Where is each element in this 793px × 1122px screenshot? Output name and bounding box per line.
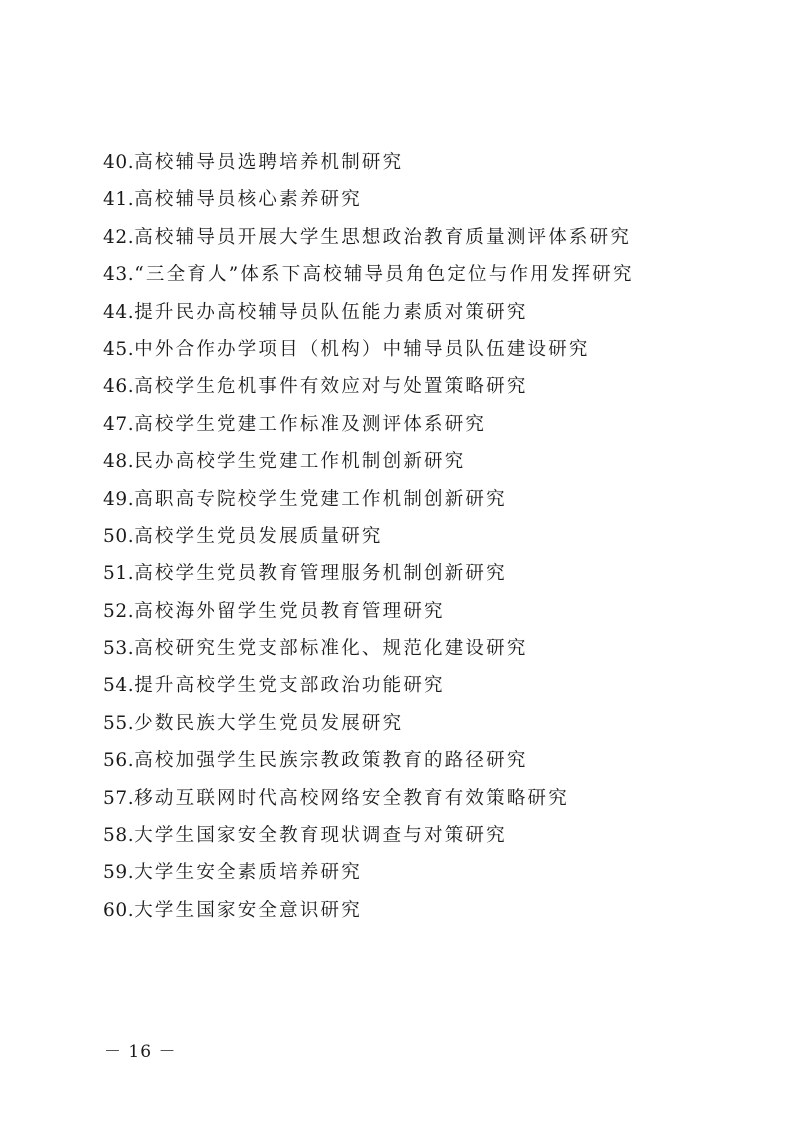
topic-number: 55. <box>103 712 135 734</box>
topic-number: 50. <box>103 525 135 547</box>
topic-title: 高校加强学生民族宗教政策教育的路径研究 <box>134 750 528 772</box>
topic-item <box>103 256 723 293</box>
topic-number: 58. <box>103 825 135 847</box>
topic-title: 少数民族大学生党员发展研究 <box>134 712 404 734</box>
topic-title: 移动互联网时代高校网络安全教育有效策略研究 <box>134 787 569 809</box>
topic-number: 54. <box>103 675 135 697</box>
topic-item <box>103 181 723 218</box>
topic-title: 高校学生党员教育管理服务机制创新研究 <box>134 563 507 585</box>
topic-number: 40. <box>103 152 135 173</box>
topic-item <box>103 518 723 555</box>
topic-title: 高职高专院校学生党建工作机制创新研究 <box>134 488 507 510</box>
topic-number: 57. <box>103 787 135 809</box>
topic-number: 56. <box>103 750 135 772</box>
topic-item <box>103 742 723 779</box>
topic-title: 提升民办高校辅导员队伍能力素质对策研究 <box>134 301 528 323</box>
topic-item <box>103 854 723 891</box>
topic-item <box>103 593 723 630</box>
topic-number: 49. <box>103 488 135 510</box>
topic-item <box>103 667 723 704</box>
topic-title: 大学生国家安全意识研究 <box>134 899 362 921</box>
topic-item <box>103 144 723 181</box>
topic-title: “三全育人”体系下高校辅导员角色定位与作用发挥研究 <box>134 264 634 286</box>
topic-item <box>103 406 723 443</box>
topic-item <box>103 294 723 331</box>
topic-number: 48. <box>103 451 135 473</box>
topic-number: 52. <box>103 600 135 622</box>
page-number: － 16 － <box>104 1042 177 1062</box>
topic-title: 大学生安全素质培养研究 <box>134 862 362 884</box>
topic-item <box>103 368 723 405</box>
topic-title: 高校辅导员开展大学生思想政治教育质量测评体系研究 <box>134 226 632 248</box>
topic-item <box>103 443 723 480</box>
topic-number: 43. <box>103 264 135 286</box>
topic-title: 提升高校学生党支部政治功能研究 <box>134 675 445 697</box>
topic-number: 59. <box>103 862 135 884</box>
topic-item <box>103 892 723 929</box>
topic-number: 53. <box>103 638 135 660</box>
topic-item <box>103 817 723 854</box>
topic-item <box>103 555 723 592</box>
topic-title: 高校学生党建工作标准及测评体系研究 <box>134 413 487 435</box>
topic-title: 高校辅导员核心素养研究 <box>134 189 362 211</box>
topic-number: 47. <box>103 413 135 435</box>
topic-item <box>103 705 723 742</box>
topic-number: 41. <box>103 189 135 211</box>
topic-number: 44. <box>103 301 135 323</box>
topic-title: 高校学生党员发展质量研究 <box>134 525 383 547</box>
topic-number: 42. <box>103 226 135 248</box>
topic-item <box>103 481 723 518</box>
topic-title: 高校研究生党支部标准化、规范化建设研究 <box>134 638 528 660</box>
topic-title: 高校学生危机事件有效应对与处置策略研究 <box>134 376 528 398</box>
topic-item <box>103 219 723 256</box>
topic-title: 民办高校学生党建工作机制创新研究 <box>134 451 466 473</box>
topic-item <box>103 630 723 667</box>
topic-number: 51. <box>103 563 135 585</box>
topic-item <box>103 331 723 368</box>
topic-title: 高校辅导员选聘培养机制研究 <box>134 152 404 173</box>
topic-title: 大学生国家安全教育现状调查与对策研究 <box>134 825 507 847</box>
topic-number: 60. <box>103 899 135 921</box>
topic-number: 45. <box>103 338 135 360</box>
topic-number: 46. <box>103 376 135 398</box>
topic-item <box>103 780 723 817</box>
topic-title: 中外合作办学项目（机构）中辅导员队伍建设研究 <box>134 338 590 360</box>
research-topic-list <box>103 144 723 929</box>
topic-title: 高校海外留学生党员教育管理研究 <box>134 600 445 622</box>
